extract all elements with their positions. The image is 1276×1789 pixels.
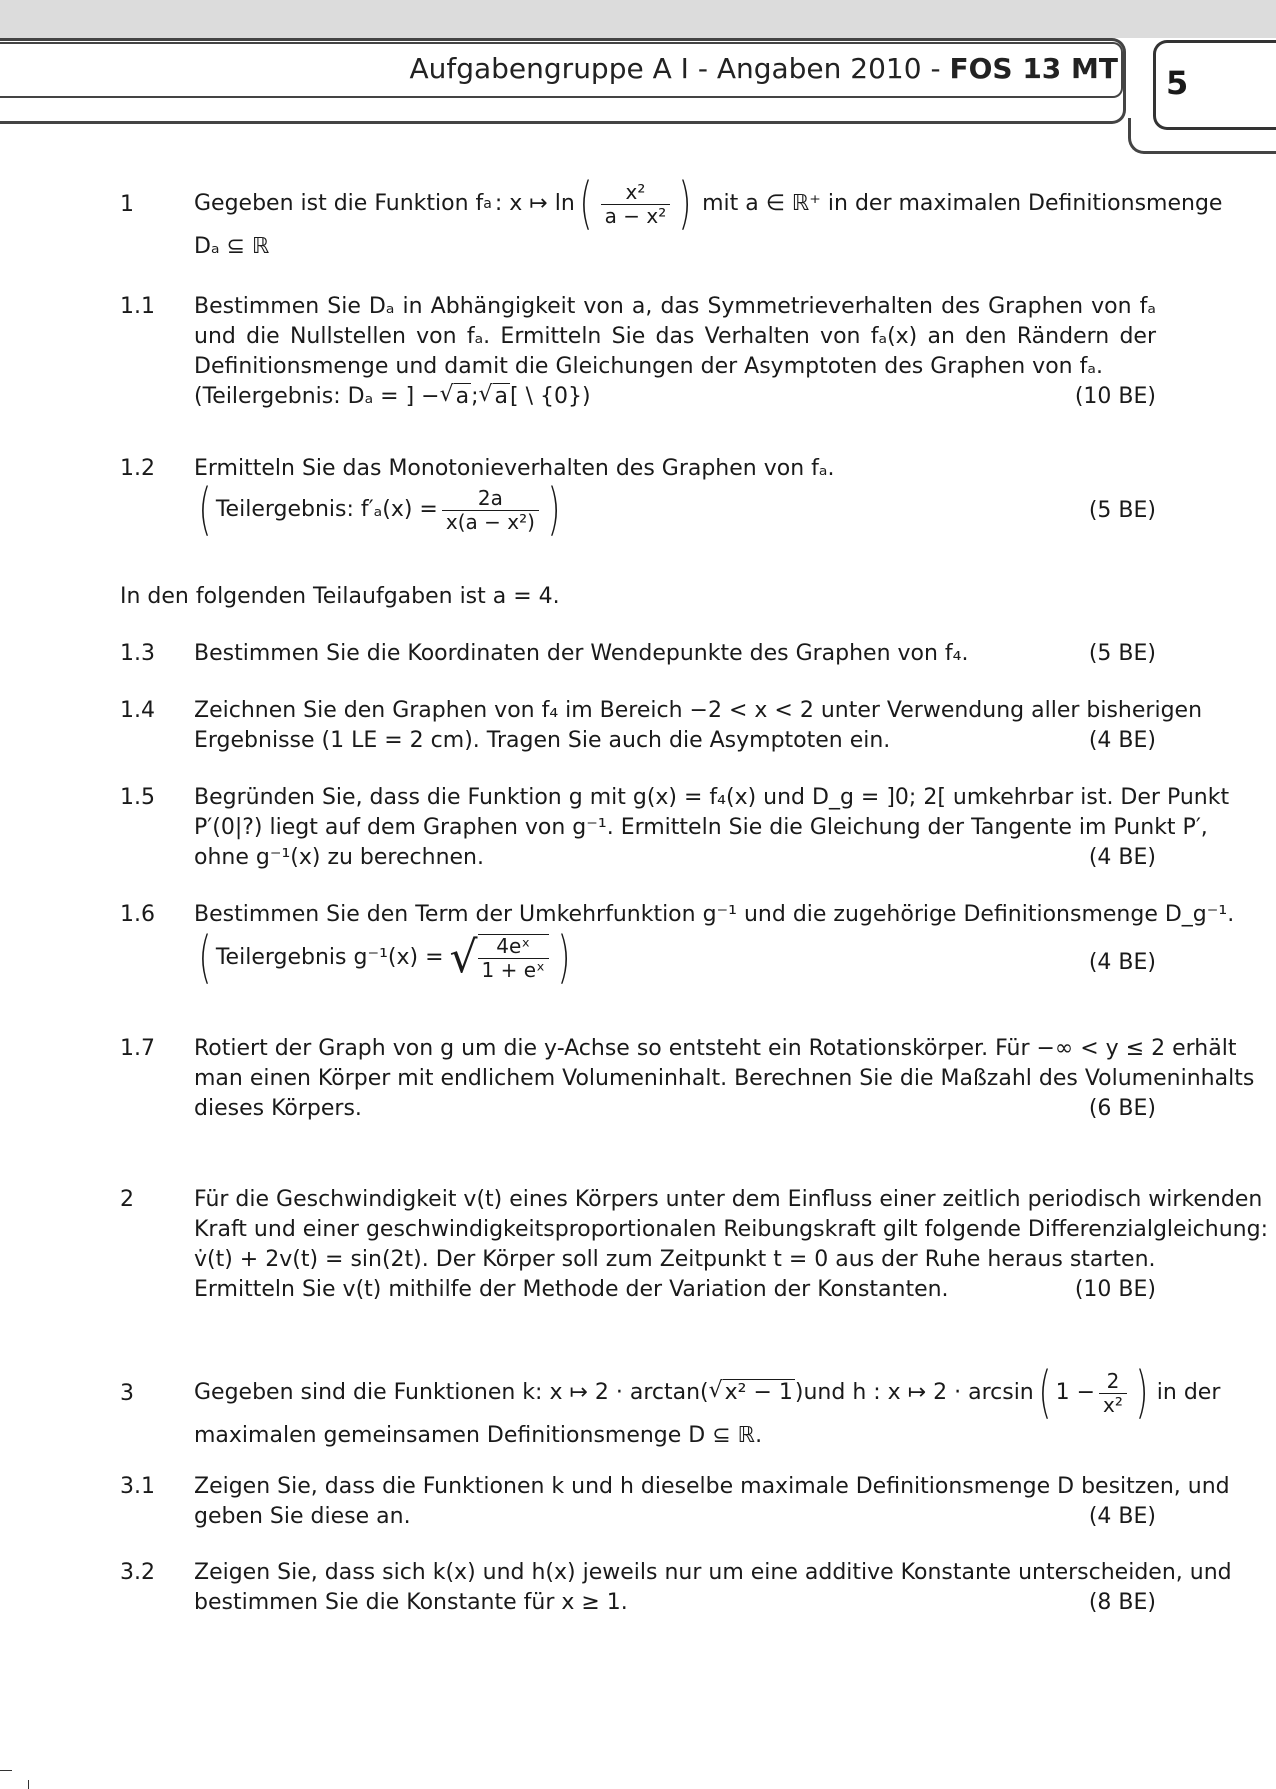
task-line: dieses Körpers. [194, 1096, 362, 1121]
fraction-numerator: 2a [477, 485, 503, 510]
task-number: 1.1 [120, 294, 155, 319]
left-paren: ( [579, 171, 593, 236]
task-line: Zeigen Sie, dass sich k(x) und h(x) jeweils nur um eine additive Konstante unterscheiden, und [194, 1560, 1232, 1585]
fraction-numerator: 4eˣ [496, 934, 531, 958]
fraction-denominator: 1 + eˣ [478, 958, 549, 982]
right-paren: ) [547, 477, 561, 542]
task-3-fraction [1099, 1370, 1127, 1417]
crop-mark [0, 1770, 12, 1771]
task-line: v̇(t) + 2v(t) = sin(2t). Der Körper soll zum Zeitpunkt t = 0 aus der Ruhe heraus starten. [194, 1247, 1156, 1272]
sqrt [479, 382, 510, 412]
left-paren: ( [1038, 1360, 1052, 1425]
task-line: man einen Körper mit endlichem Volumeninhalt. Berechnen Sie die Maßzahl des Volumeninhalts [194, 1066, 1255, 1091]
task-1-line2: Dₐ ⊆ ℝ [194, 234, 270, 259]
task-1-1 [120, 292, 1156, 422]
points-label: (5 BE) [1088, 641, 1156, 666]
task-3-1 [120, 1472, 1230, 1532]
header-title [409, 52, 1118, 85]
task-3-formula-line [194, 1360, 1221, 1425]
task-body [194, 1360, 1221, 1451]
task-body [194, 292, 1156, 412]
task-number: 3.2 [120, 1560, 155, 1585]
task-line: Rotiert der Graph von g um die y-Achse so entsteht ein Rotationskörper. Für −∞ < y ≤ 2 erhält [194, 1036, 1237, 1061]
task-3-mid: )und h : x ↦ 2 · arcsin [794, 1380, 1034, 1405]
left-paren: ( [198, 477, 212, 542]
task-body [194, 454, 1156, 542]
task-1-formula-line [194, 171, 1223, 236]
task-1-post: mit a ∈ ℝ⁺ in der maximalen Definitionsmenge [702, 191, 1223, 216]
result-pre: Teilergebnis: f′ₐ(x) = [215, 497, 438, 522]
task-number: 2 [120, 1187, 134, 1212]
points-label: (5 BE) [1088, 498, 1156, 523]
fraction-numerator: 2 [1106, 1368, 1120, 1393]
task-line: P′(0|?) liegt auf dem Graphen von g⁻¹. Ermitteln Sie die Gleichung der Tangente im Punkt P′, [194, 815, 1208, 840]
left-paren: ( [198, 925, 212, 990]
points-label: (6 BE) [1088, 1096, 1156, 1121]
page-number: 5 [1166, 64, 1189, 102]
sqrt-radicand: a [494, 384, 508, 409]
header-title-bold: FOS 13 MT [949, 52, 1118, 85]
one-minus: 1 − [1055, 1380, 1096, 1405]
result-mid: ; [471, 384, 479, 409]
sqrt [709, 1378, 795, 1408]
result-fraction [442, 487, 539, 534]
task-line: Zeigen Sie, dass die Funktionen k und h dieselbe maximale Definitionsmenge D besitzen, und [194, 1474, 1230, 1499]
points-label: (4 BE) [1088, 845, 1156, 870]
task-3-pre: Gegeben sind die Funktionen k: x ↦ 2 · arctan( [194, 1380, 709, 1405]
result-post: [ \ {0}) [510, 384, 591, 409]
task-3-line2: maximalen gemeinsamen Definitionsmenge D ⊆ ℝ. [194, 1423, 763, 1448]
task-body [194, 1034, 1255, 1124]
task-line: bestimmen Sie die Konstante für x ≥ 1. [194, 1590, 628, 1615]
right-paren: ) [557, 925, 571, 990]
task-line: Kraft und einer geschwindigkeitsproportionalen Reibungskraft gilt folgende Differenzialgleichung: [194, 1217, 1268, 1242]
task-1-2 [120, 454, 1156, 544]
task-1-pre: Gegeben ist die Funktion f [194, 191, 484, 216]
task-text: Bestimmen Sie den Term der Umkehrfunktion g⁻¹ und die zugehörige Definitionsmenge D_g⁻¹. [194, 902, 1235, 927]
task-text: Bestimmen Sie Dₐ in Abhängigkeit von a, das Symmetrieverhalten des Graphen von fₐ und die Nullstellen von fₐ. Ermitteln Sie das Verhalten von fₐ(x) an den Rändern der Definitionsmenge und damit die Gleichungen der Asymptoten des Graphen von fₐ. [194, 294, 1156, 379]
task-body [194, 1472, 1230, 1532]
task-3 [120, 1360, 1221, 1455]
task-1-fraction [601, 181, 671, 228]
task-line: Ermitteln Sie v(t) mithilfe der Methode der Variation der Konstanten. [194, 1277, 949, 1302]
task-1 [120, 171, 1223, 266]
task-body [194, 783, 1230, 873]
fraction-denominator: a − x² [601, 204, 671, 228]
intro-text: In den folgenden Teilaufgaben ist a = 4. [120, 584, 560, 609]
task-3-post: in der [1156, 1380, 1221, 1405]
task-body [194, 1185, 1268, 1305]
sqrt-radicand: x² − 1 [724, 1380, 793, 1405]
points-label: (4 BE) [1088, 728, 1156, 753]
points-label: (4 BE) [1088, 950, 1156, 975]
points-label: (10 BE) [1074, 384, 1156, 409]
task-1-4 [120, 696, 1203, 756]
points-label: (4 BE) [1088, 1504, 1156, 1529]
task-body [194, 1558, 1232, 1618]
task-line: Für die Geschwindigkeit v(t) eines Körpers unter dem Einfluss einer zeitlich periodisch wirkenden [194, 1187, 1263, 1212]
task-result [194, 382, 1156, 412]
sqrt [440, 382, 471, 412]
task-line: ohne g⁻¹(x) zu berechnen. [194, 845, 484, 870]
task-1-6 [120, 900, 1235, 1000]
task-number: 1 [120, 192, 134, 217]
result-pre: Teilergebnis g⁻¹(x) = [215, 945, 444, 970]
task-line: Begründen Sie, dass die Funktion g mit g(x) = f₄(x) und D_g = ]0; 2[ umkehrbar ist. Der Punkt [194, 785, 1230, 810]
task-number: 1.3 [120, 641, 155, 666]
points-label: (10 BE) [1074, 1277, 1156, 1302]
task-1-map: : x ↦ ln [494, 191, 575, 216]
task-body [194, 171, 1223, 262]
task-line: Zeichnen Sie den Graphen von f₄ im Bereich −2 < x < 2 unter Verwendung aller bisherigen [194, 698, 1203, 723]
right-paren: ) [1135, 1360, 1149, 1425]
fraction-denominator: x(a − x²) [442, 510, 539, 534]
header-title-plain: Aufgabengruppe A I - Angaben 2010 - [409, 52, 950, 85]
task-number: 1.4 [120, 698, 155, 723]
task-result [194, 925, 1156, 990]
right-paren: ) [678, 171, 692, 236]
task-number: 1.7 [120, 1036, 155, 1061]
result-pre: (Teilergebnis: Dₐ = ] − [194, 384, 440, 409]
task-body [194, 900, 1235, 990]
fraction-numerator: x² [625, 179, 646, 204]
task-number: 1.5 [120, 785, 155, 810]
big-sqrt-sign: √ [449, 932, 478, 983]
task-number: 1.6 [120, 902, 155, 927]
task-1-3 [120, 639, 1156, 669]
subscript-a: a [483, 196, 492, 212]
task-number: 1.2 [120, 456, 155, 481]
task-result [194, 477, 1156, 542]
fraction-denominator: x² [1099, 1393, 1127, 1417]
task-body [194, 696, 1203, 756]
sqrt-radicand: a [455, 384, 470, 409]
task-number: 3 [120, 1381, 134, 1406]
task-2 [120, 1185, 1268, 1305]
task-3-2 [120, 1558, 1232, 1618]
task-1-7 [120, 1034, 1255, 1124]
task-line: geben Sie diese an. [194, 1504, 411, 1529]
task-number: 3.1 [120, 1474, 155, 1499]
task-1-5 [120, 783, 1230, 873]
task-text: Ermitteln Sie das Monotonieverhalten des Graphen von fₐ. [194, 456, 835, 481]
intro-a4 [120, 582, 1156, 612]
task-text: Bestimmen Sie die Koordinaten der Wendepunkte des Graphen von f₄. [194, 641, 969, 666]
task-line: Ergebnisse (1 LE = 2 cm). Tragen Sie auch die Asymptoten ein. [194, 728, 891, 753]
result-fraction [478, 934, 549, 982]
crop-mark [28, 1780, 29, 1789]
points-label: (8 BE) [1088, 1590, 1156, 1615]
top-strip [0, 0, 1276, 38]
